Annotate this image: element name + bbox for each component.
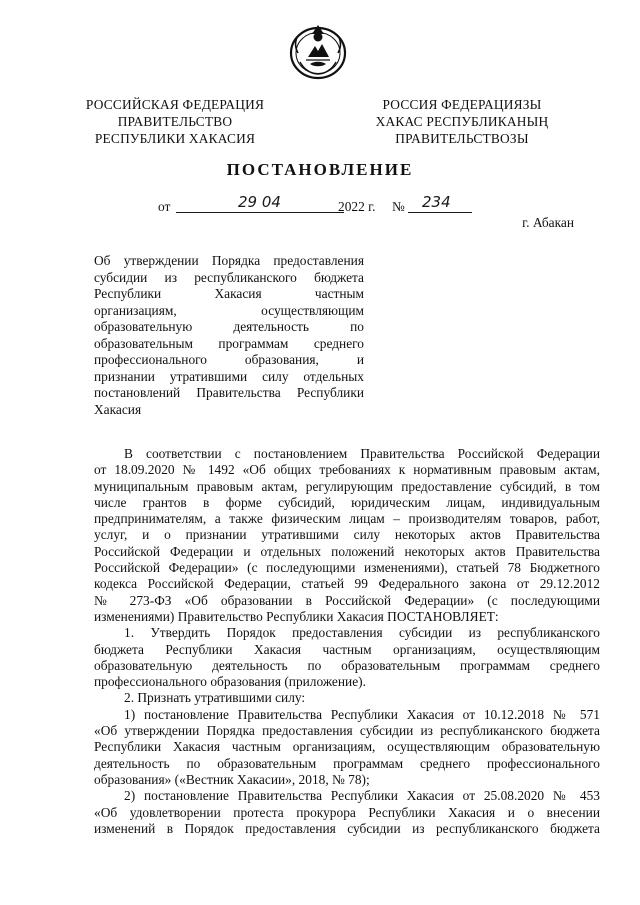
body-line: от 18.09.2020 № 1492 «Об общих требованиях к нормативным правовым актам, bbox=[94, 462, 600, 478]
subject-line: Хакасия bbox=[94, 401, 142, 417]
document-title: ПОСТАНОВЛЕНИЕ bbox=[226, 160, 414, 179]
body-line: Российской Федерации и отдельных положений некоторых актов Правительства bbox=[94, 543, 600, 559]
subject-line: признании утратившими силу отдельных bbox=[94, 368, 364, 384]
body-line: № 273-ФЗ «Об образовании в Российской Федерации» (с последующими bbox=[94, 592, 600, 608]
body-line: Республики Хакасия частным организациям, осуществляющим образовательную bbox=[94, 739, 600, 755]
subject-line: субсидии из республиканского бюджета bbox=[94, 269, 364, 285]
body-line: числе грантов в форме субсидий, юридическим лицам, индивидуальным bbox=[94, 494, 600, 510]
body-line: В соответствии с постановлением Правительства Российской Федерации bbox=[124, 446, 600, 461]
date-underline bbox=[176, 212, 344, 213]
body-line: муниципальным правовым актам, регулирующим предоставление субсидий, в том bbox=[94, 478, 600, 494]
number-underline bbox=[408, 212, 472, 213]
subject-line: образовательную деятельность по bbox=[94, 319, 364, 334]
header-left bbox=[70, 96, 280, 147]
subject-line: организациям, осуществляющим bbox=[94, 302, 364, 318]
coat-of-arms-icon bbox=[288, 22, 348, 80]
subject-line: образовательным программам среднего bbox=[94, 335, 364, 351]
body-line: деятельность по образовательным программам среднего профессионального bbox=[94, 755, 600, 771]
body-text bbox=[94, 446, 600, 837]
body-line: 1) постановление Правительства Республики Хакасия от 10.12.2018 № 571 bbox=[124, 706, 600, 722]
body-line: кодекса Российской Федерации, статьей 99 Федерального закона от 29.12.2012 bbox=[94, 576, 600, 592]
header-left-line-1: РОССИЙСКАЯ ФЕДЕРАЦИЯ bbox=[85, 97, 265, 112]
body-line: услуг, и о признании утратившими силу некоторых актов Правительства bbox=[94, 527, 600, 543]
body-line: образования» («Вестник Хакасии», 2018, № 78); bbox=[94, 771, 370, 787]
subject-line: Об утверждении Порядка предоставления bbox=[94, 253, 364, 268]
body-line: профессионального образования (приложение). bbox=[94, 674, 366, 690]
header-left-line-3: РЕСПУБЛИКИ ХАКАСИЯ bbox=[94, 131, 256, 146]
subject-line: профессионального образования, и bbox=[94, 352, 364, 367]
body-line: изменениями) Правительство Республики Хакасия ПОСТАНОВЛЯЕТ: bbox=[94, 608, 499, 624]
subject-line: Республики Хакасия частным bbox=[94, 286, 364, 301]
date-year: 2022 г. bbox=[338, 199, 376, 214]
handwritten-date: 29 04 bbox=[238, 193, 281, 211]
handwritten-number: 234 bbox=[422, 193, 451, 211]
body-line: изменений в Порядок предоставления субсидии из республиканского бюджета bbox=[94, 820, 600, 836]
body-line: «Об утверждении Порядка предоставления субсидии из республиканского бюджета bbox=[94, 723, 600, 739]
body-line: 2. Признать утратившими силу: bbox=[124, 690, 306, 706]
header-right-line-1: РОССИЯ ФЕДЕРАЦИЯЗЫ bbox=[382, 97, 542, 112]
body-line: Российской Федерации» (с последующими изменениями), статьей 78 Бюджетного bbox=[94, 560, 600, 576]
body-line: предпринимателям, а также физическим лицам – производителям товаров, работ, bbox=[94, 511, 600, 527]
subject-line: постановлений Правительства Республики bbox=[94, 385, 364, 400]
number-label: № bbox=[392, 199, 405, 214]
header-right bbox=[362, 96, 562, 147]
city-label: г. Абакан bbox=[522, 215, 574, 230]
body-line: образовательную деятельность по образовательным программам среднего bbox=[94, 657, 600, 673]
header-right-line-3: ПРАВИТЕЛЬСТВОЗЫ bbox=[395, 131, 529, 146]
body-line: 2) постановление Правительства Республики Хакасия от 25.08.2020 № 453 bbox=[124, 788, 600, 804]
body-line: 1. Утвердить Порядок предоставления субсидии из республиканского bbox=[124, 625, 600, 641]
subject-block bbox=[94, 253, 364, 418]
date-from-label: от bbox=[158, 199, 171, 214]
body-line: бюджета Республики Хакасия частным организациям, осуществляющим bbox=[94, 641, 600, 657]
header-right-line-2: ХАКАС РЕСПУБЛИКАНЫҢ bbox=[375, 114, 549, 129]
body-line: «Об удовлетворении протеста прокурора Республики Хакасия и о внесении bbox=[94, 804, 600, 820]
header-left-line-2: ПРАВИТЕЛЬСТВО bbox=[117, 114, 233, 129]
